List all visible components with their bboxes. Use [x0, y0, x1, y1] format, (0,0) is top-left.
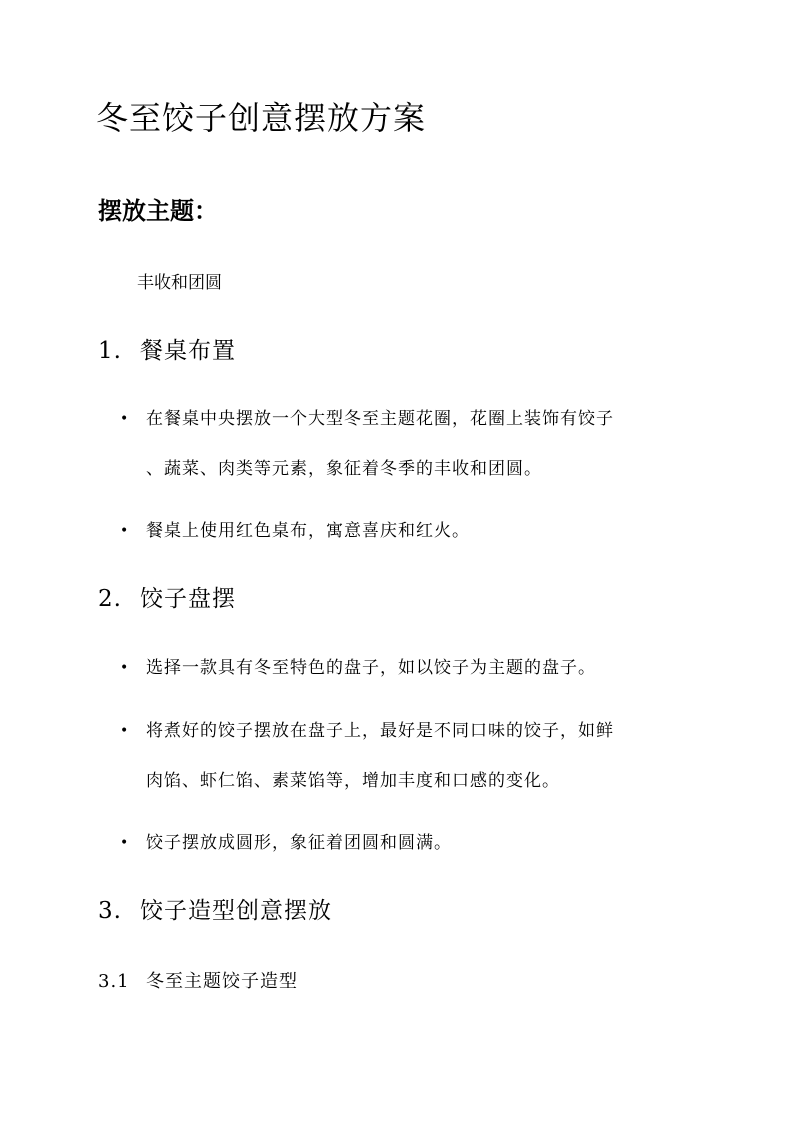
- list-item-text: 肉馅、虾仁馅、素菜馅等，增加丰度和口感的变化。: [146, 771, 560, 791]
- list-item-text: 选择一款具有冬至特色的盘子，如以饺子为主题的盘子。: [146, 658, 596, 678]
- list-item-text: 在餐桌中央摆放一个大型冬至主题花圈，花圈上装饰有饺子: [146, 409, 614, 429]
- bullet-icon: •: [120, 411, 129, 427]
- section-title: 饺子盘摆: [140, 586, 236, 612]
- list-item-text: 、蔬菜、肉类等元素，象征着冬季的丰收和团圆。: [146, 459, 542, 479]
- bullet-icon: •: [120, 723, 129, 739]
- list-item-text: 饺子摆放成圆形，象征着团圆和圆满。: [146, 833, 452, 853]
- bullet-icon: •: [120, 835, 129, 851]
- theme-text: 丰收和团圆: [137, 273, 222, 293]
- bullet-icon: •: [120, 660, 129, 676]
- list-item-text: 餐桌上使用红色桌布，寓意喜庆和红火。: [146, 521, 470, 541]
- list-item: [120, 830, 700, 856]
- subsection-title: 冬至主题饺子造型: [146, 971, 298, 992]
- subsection-number: 3.1: [98, 971, 130, 992]
- subsection-heading: [98, 968, 298, 996]
- list-item: [120, 406, 700, 482]
- section-heading-2: [98, 583, 236, 615]
- document-title: 冬至饺子创意摆放方案: [96, 99, 427, 137]
- section-heading-1: [98, 335, 236, 367]
- list-item: [120, 655, 700, 681]
- section-title: 饺子造型创意摆放: [140, 898, 332, 924]
- section-title: 餐桌布置: [140, 338, 236, 364]
- section-number: 2.: [98, 586, 122, 612]
- list-item: [120, 518, 700, 544]
- theme-heading: 摆放主题：: [98, 196, 218, 225]
- list-item: [120, 718, 700, 794]
- section-heading-3: [98, 895, 332, 927]
- section-number: 3.: [98, 898, 122, 924]
- bullet-icon: •: [120, 523, 129, 539]
- section-number: 1.: [98, 338, 122, 364]
- list-item-text: 将煮好的饺子摆放在盘子上，最好是不同口味的饺子，如鲜: [146, 721, 614, 741]
